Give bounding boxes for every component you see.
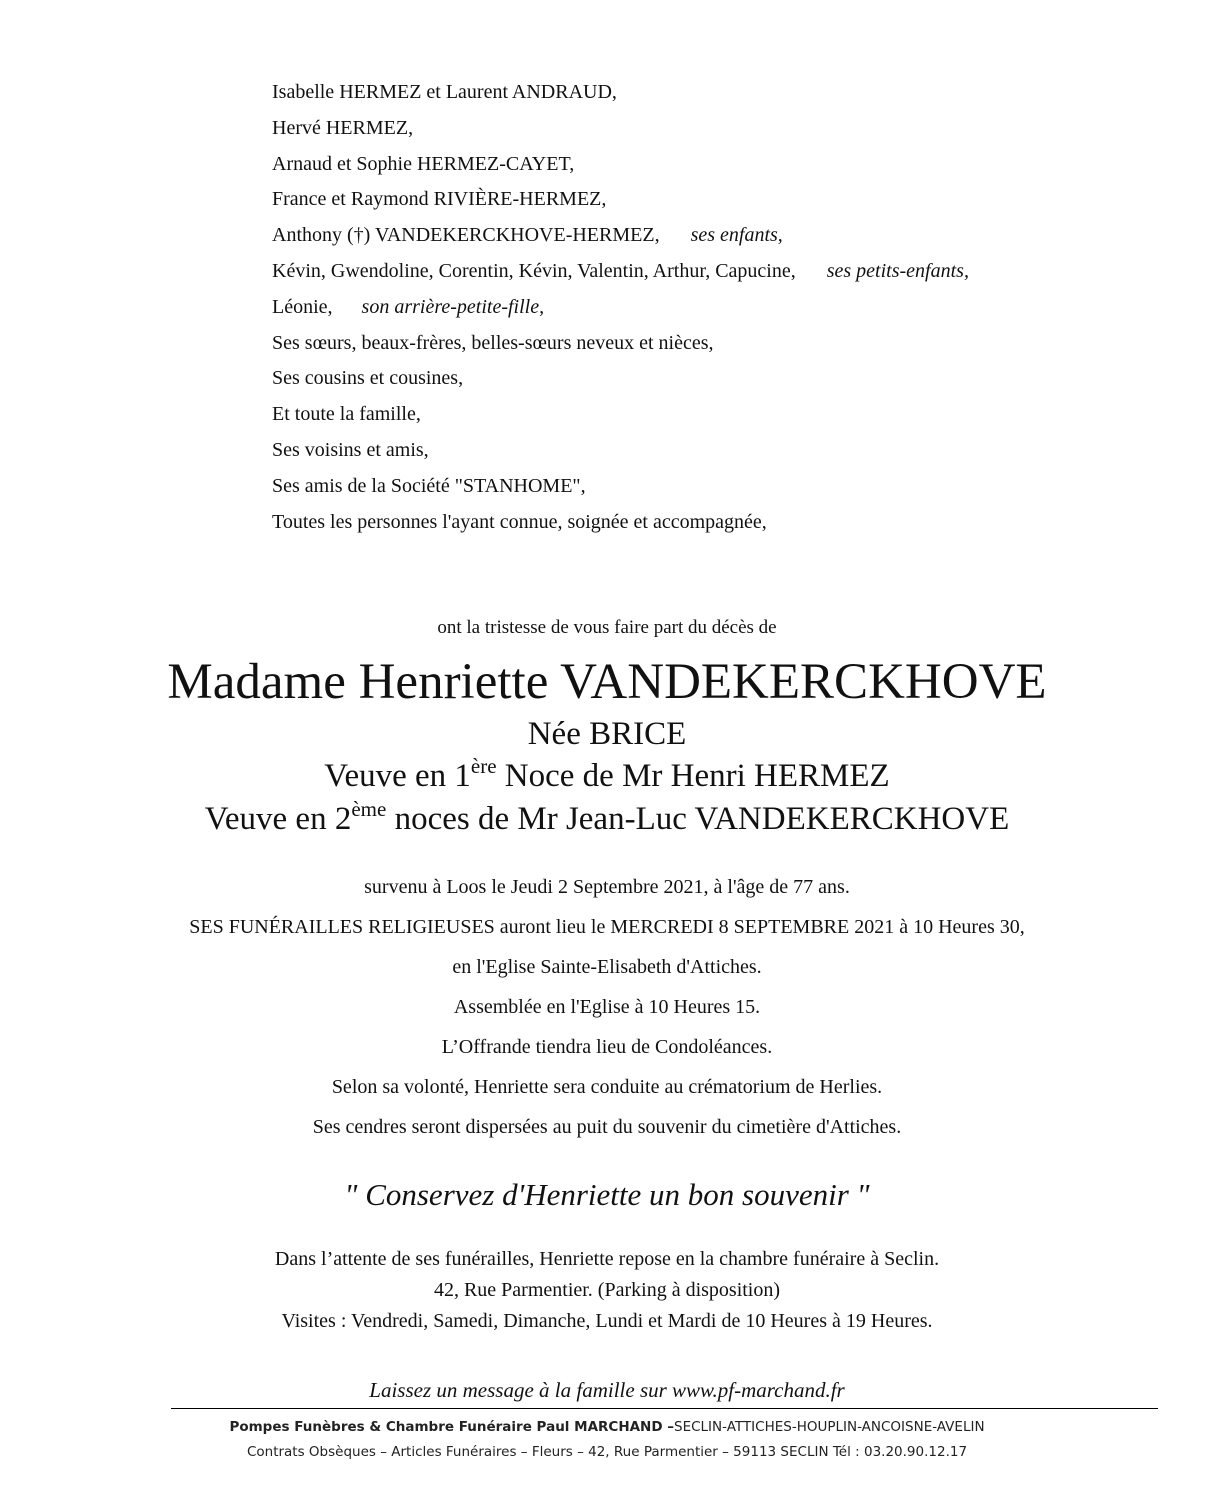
visitation-line: Dans l’attente de ses funérailles, Henriette repose en la chambre funéraire à Seclin. <box>274 1248 940 1270</box>
family-names: Léonie, <box>272 295 333 318</box>
family-list <box>272 75 969 540</box>
family-line <box>272 361 969 397</box>
family-line <box>272 397 969 433</box>
family-line <box>272 505 969 541</box>
visitation-info <box>0 1244 1214 1337</box>
family-names: Ses voisins et amis, <box>272 438 429 461</box>
family-names: Ses sœurs, beaux-frères, belles-sœurs neveux et nièces, <box>272 331 714 354</box>
online-message-note: Laissez un message à la famille sur www.pf-marchand.fr <box>369 1378 845 1402</box>
footer-services-line: Contrats Obsèques – Articles Funéraires – Fleurs – 42, Rue Parmentier – 59113 SECLIN Tél : 03.20.90.12.17 <box>246 1444 968 1460</box>
family-names: Kévin, Gwendoline, Corentin, Kévin, Valentin, Arthur, Capucine, <box>272 259 796 282</box>
maiden-name: Née BRICE <box>527 716 687 752</box>
widow-first-marriage: Veuve en 1ère Noce de Mr Henri HERMEZ <box>324 754 890 794</box>
family-relation: son arrière-petite-fille, <box>361 295 545 318</box>
family-relation: ses enfants, <box>690 224 783 247</box>
footer-divider <box>171 1408 1158 1409</box>
widow-second-marriage: Veuve en 2ème noces de Mr Jean-Luc VANDEKERCKHOVE <box>204 797 1010 837</box>
company-name: Pompes Funèbres & Chambre Funéraire Paul MARCHAND – <box>229 1419 675 1435</box>
family-names: Hervé HERMEZ, <box>272 116 414 139</box>
detail-line: SES FUNÉRAILLES RELIGIEUSES auront lieu le MERCREDI 8 SEPTEMBRE 2021 à 10 Heures 30, <box>189 916 1025 938</box>
family-names: Isabelle HERMEZ et Laurent ANDRAUD, <box>272 81 617 103</box>
family-names: Toutes les personnes l'ayant connue, soignée et accompagnée, <box>272 510 767 533</box>
family-line <box>272 290 969 326</box>
company-locations: SECLIN-ATTICHES-HOUPLIN-ANCOISNE-AVELIN <box>674 1419 985 1435</box>
family-names: Et toute la famille, <box>272 403 421 426</box>
family-names: France et Raymond RIVIÈRE-HERMEZ, <box>272 188 607 211</box>
family-line <box>272 111 969 147</box>
detail-line: Ses cendres seront dispersées au puit du souvenir du cimetière d'Attiches. <box>312 1116 902 1138</box>
family-line <box>272 75 969 111</box>
detail-line: Selon sa volonté, Henriette sera conduite au crématorium de Herlies. <box>331 1076 883 1098</box>
detail-line: Assemblée en l'Eglise à 10 Heures 15. <box>453 996 761 1018</box>
footer-company-line <box>0 1416 1214 1438</box>
family-line <box>272 254 969 290</box>
family-line <box>272 182 969 218</box>
detail-line: en l'Eglise Sainte-Elisabeth d'Attiches. <box>452 956 762 978</box>
family-line <box>272 469 969 505</box>
family-relation: ses petits-enfants, <box>826 259 969 282</box>
family-line <box>272 218 969 254</box>
detail-line: survenu à Loos le Jeudi 2 Septembre 2021, à l'âge de 77 ans. <box>364 876 850 898</box>
family-names: Anthony (†) VANDEKERCKHOVE-HERMEZ, <box>272 224 660 247</box>
deceased-name: Madame Henriette VANDEKERCKHOVE <box>167 654 1047 710</box>
family-line <box>272 147 969 183</box>
family-line <box>272 326 969 362</box>
family-names: Arnaud et Sophie HERMEZ-CAYET, <box>272 152 575 175</box>
family-names: Ses cousins et cousines, <box>272 367 464 390</box>
visitation-line: 42, Rue Parmentier. (Parking à disposition) <box>433 1279 781 1301</box>
detail-line: L’Offrande tiendra lieu de Condoléances. <box>441 1036 773 1058</box>
visitation-line: Visites : Vendredi, Samedi, Dimanche, Lundi et Mardi de 10 Heures à 19 Heures. <box>281 1310 933 1332</box>
remembrance-quote: " Conservez d'Henriette un bon souvenir " <box>344 1177 870 1212</box>
family-names: Ses amis de la Société "STANHOME", <box>272 474 586 497</box>
family-line <box>272 433 969 469</box>
funeral-details <box>0 869 1214 1149</box>
announcement-intro: ont la tristesse de vous faire part du décès de <box>437 617 777 638</box>
